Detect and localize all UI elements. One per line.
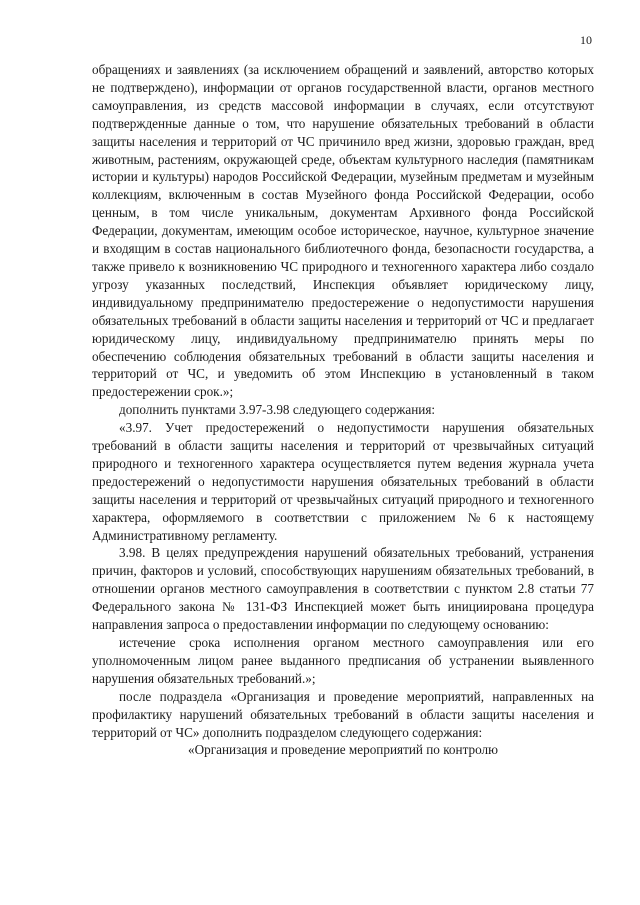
paragraph-clause-3-97: «3.97. Учет предостережений о недопустимости нарушения обязательных требований в области защиты населения и территорий от чрезвычайных ситуаций природного и техногенного характера осуществляется путем ведения журнала учета предостережений о недопустимости нарушения обязательных требований в области защиты населения и территорий от чрезвычайных ситуаций природного и техногенного характера, оформляемого в соответствии с приложением №6 к настоящему Административному регламенту. xyxy=(92,420,594,543)
subsection-heading: «Организация и проведение мероприятий по контролю xyxy=(188,742,498,758)
paragraph-continuation: обращениях и заявлениях (за исключением обращений и заявлений, авторство которых не подтверждено), информации от органов государственной власти, органов местного самоуправления, из средств массовой информации в случаях, если отсутствуют подтвержденные данные о том, что нарушение обязательных требований в области защиты населения и территорий от ЧС причинило вред жизни, здоровью граждан, вред животным, растениям, окружающей среде, объектам культурного наследия (памятникам истории и культуры) народов Российской Федерации, музейным предметам и музейным коллекциям, включенным в состав Музейного фонда Российской Федерации, особо ценным, в том числе уникальным, документам Архивного фонда Российской Федерации, документам, имеющим особое историческое, научное, культурное значение и входящим в состав национального библиотечного фонда, безопасности государства, а также привело к возникновению ЧС природного и техногенного характера либо создало угрозу указанных последствий, Инспекция объявляет юридическому лицу, индивидуальному предпринимателю предостережение о недопустимости нарушения обязательных требований в области защиты населения и территорий от ЧС и предлагает юридическому лицу, индивидуальному предпринимателю принять меры по обеспечению соблюдения обязательных требований в области защиты населения и территорий от ЧС, и уведомить об этом Инспекцию в установленный в таком предостережении срок.»; xyxy=(92,62,594,400)
paragraph-clause-3-98-ground: истечение срока исполнения органом местного самоуправления или его уполномоченным лицом ранее выданного предписания об устранении выявленного нарушения обязательных требований.»; xyxy=(92,635,594,686)
document-body xyxy=(92,61,594,759)
paragraph-amendment-intro: дополнить пунктами 3.97-3.98 следующего содержания: xyxy=(119,402,436,418)
page-number: 10 xyxy=(580,33,592,47)
paragraph-subsection-addition: после подраздела «Организация и проведение мероприятий, направленных на профилактику нарушений обязательных требований в области защиты населения и территорий от ЧС» дополнить подразделом следующего содержания: xyxy=(92,688,594,740)
paragraph-clause-3-98: 3.98. В целях предупреждения нарушений обязательных требований, устранения причин, факторов и условий, способствующих нарушениям обязательных требований, в отношении органов местного самоуправления в соответствии с пунктом 2.8 статьи 77 Федерального закона № 131-ФЗ Инспекцией может быть инициирована процедура направления запроса о предоставлении информации по следующему основанию: xyxy=(92,545,594,633)
